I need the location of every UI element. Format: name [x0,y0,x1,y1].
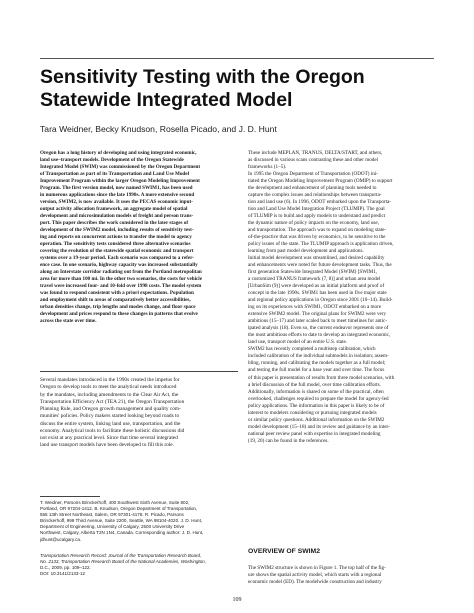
abstract-line: version, SWIM2, is now available. It uses the PECAS economic input- [40,199,193,206]
body-text-line: tiated the Oregon Modeling Improvement Program (OMIP) to support [248,178,393,185]
body-text-line: national peer review panel with expertise in integrated modeling [248,430,381,437]
footnote-rule [40,496,100,497]
body-text-line: of this paper is presentation of results from three model scenarios, with [248,374,395,381]
footnote-line: jdhunt@ucalgary.ca. [40,536,82,542]
right-column-body [248,150,440,445]
body-text-line: by the mandates, including amendments to the Clear Air Act, the [40,391,179,398]
abstract-line: land use–transport models. Development of the Oregon Statewide [40,157,184,164]
body-text-line: model development (15–18) and its review and guidance by an inter- [248,423,390,430]
abstract-line: output activity allocation framework, an aggregate model of spatial [40,206,188,213]
section-heading: OVERVIEW OF SWIM2 [248,548,321,555]
title-line: Sensitivity Testing with the Oregon [40,66,365,88]
abstract-line: ing and reports on concurrent actions to transfer the model to agency [40,234,192,241]
body-text-line: [UrbanSim (9)] were developed as an initial platform and proof of [248,283,385,290]
body-text-line: These include MEPLAN, TRANUS, DELTA/START, and others, [248,150,383,156]
abstract-line: across the state over time. [40,318,97,325]
abstract-line: operation. The sensitivity tests considered three alternative scenarios [40,241,191,248]
body-text-line: and regional policy applications in Oregon since 2001 (10–14). Build- [248,297,393,304]
section-body [248,565,440,586]
citation-line: No. 2133, Transportation Research Board of the National Academies, Washington, [40,559,206,565]
body-text-line: ure shows the spatial activity model, which starts with a regional [248,572,382,579]
abstract-line: port. This paper describes the work considered in the later stages of [40,220,189,227]
body-text-line: (19, 20) can be found in the references. [248,437,329,444]
abstract-line: Integrated Model (SWIM) was commissioned by the Oregon Department [40,164,201,171]
body-text-line: and enhancements were noted for future development tasks. Thus, the [248,262,392,269]
abstract-line: development of the SWIM2 model, including results of sensitivity test- [40,227,194,234]
body-text-line: tion and Land Use Model Integration Project (TLUMIP). The goal [248,206,385,213]
footnote-line: Brinckerhoff, 999 Third Avenue, Suite 2200, Seattle, WA 98104-4020. J. D. Hunt, [40,518,203,524]
abstract-line: covering the evolution of the statewide spatial economic and transport [40,248,194,255]
body-text-line: discuss the entire system, linking land use, transportation, and the [40,420,181,427]
footnote-line: Northwest, Calgary, Alberta T2N 1N4, Canada. Corresponding author: J. D. Hunt, [40,530,204,536]
body-text-line: not exist at any practical level. Since that time several integrated [40,435,178,441]
body-text-line: economic model (ED). The modelwide construction and industry [248,579,382,586]
author-list: Tara Weidner, Becky Knudson, Rosella Picado, and J. D. Hunt [40,124,277,134]
abstract-line: urban densities change, trip lengths and modes change, and floor space [40,304,196,311]
abstract-line: area for more than 100 mi. In the other two scenarios, the costs for vehicle [40,276,202,283]
body-text-line: Several mandates introduced in the 1990s created the impetus for [40,377,180,383]
abstract-line: ence case. In one scenario, highway capacity was increased substantially [40,262,198,269]
page-number: 109 [232,597,242,603]
citation-line: D.C., 2009, pp. 109–122. [40,565,91,571]
body-text-line: ambitious (15–17) and later scaled back to meet timelines for antic- [248,318,388,325]
body-text-line: Initial model development was streamlined, and desired capability [248,255,385,262]
body-text-line: of-the-practice that was driven by economics, to be sensitive to the [248,234,386,241]
body-text-line: Transportation Efficiency Act (TEA 21), the Oregon Transportation [40,398,185,405]
body-text-line: first generation Statewide Integrated Model (SWIM) [SWIM1, [248,269,378,276]
body-text-line: or similar policy questions. Additional information on the SWIM2 [248,416,385,423]
abstract-line: systems over a 19-year period. Each scenario was compared to a refer- [40,255,194,262]
body-text-line: as discussed in various scans contrasting these and other model [248,157,379,164]
body-text-line: a customized TRANUS framework (7, 8)] and urban area model [248,276,381,283]
abstract-line: development and prices respond to these changes in patterns that evolve [40,311,198,318]
body-text-line: ipated analysis (18). Even so, the current endeavor represents one of [248,325,389,332]
body-text-line: policy applications. The information in this paper is likely to be of [248,402,385,409]
body-text-line: frameworks (1–5). [248,164,287,171]
abstract-line: was found to respond consistent with a priori expectations. Population [40,290,194,297]
body-text-line: the dynamic nature of policy impacts on the economy, land use, [248,220,380,227]
abstract-line: Oregon has a long history of developing and using integrated economic, [40,150,197,156]
abstract-line: Program. The first version model, now named SWIM1, has been used [40,185,193,192]
abstract-line: Improvement Program within the larger Oregon Modeling Improvement [40,178,200,185]
body-text-line: Planning Rule, and Oregon growth management and quality com- [40,406,181,412]
abstract-line: in numerous applications since the late 1990s. A more extensive second [40,192,195,199]
footnote-line: T. Weidner, Parsons Brinckerhoff, 400 Southwest Sixth Avenue, Suite 802, [40,500,190,505]
body-text-line: overlooked, challenges required to prepare the model for agency-led [248,395,389,402]
title-line: Statewide Integrated Model [40,89,293,111]
body-text-line: included calibration of the individual submodels in isolation; assem- [248,353,389,360]
body-text-line: extensive SWIM2 model. The original plans for SWIM2 were very [248,311,387,318]
footnote-line: Department of Engineering, University of Calgary, 2500 University Drive [40,524,185,530]
body-text-line: Additionally, information is shared on some of the practical, often [248,388,384,395]
top-rule [40,58,434,59]
body-text-line: ing on its experiences with SWIM1, ODOT embarked on a more [248,304,382,311]
body-text-line: In 1995 the Oregon Department of Transportation (ODOT) ini- [248,171,378,178]
abstract-line: travel were increased four- and 10-fold over 1998 costs. The model system [40,283,202,290]
abstract [40,150,238,325]
body-text-line: economy. Analytical tools to facilitate these holistic discussions did [40,427,185,434]
body-text-line: land use, transport model of an entire U.S. state. [248,339,348,346]
body-text-line: munities' policies. Policy makers started looking beyond roads to [40,413,180,420]
body-text-line: of TLUMIP is to build and apply models to understand and predict [248,213,386,220]
abstract-divider [40,371,238,372]
abstract-line: development and microsimulation models of freight and person trans- [40,213,194,220]
author-affiliations-footnote [40,500,238,543]
body-text-line: The SWIM2 structure is shown in Figure 1. The top half of the fig- [248,565,386,571]
body-text-line: land use transport models have been developed to fill this role. [40,442,175,449]
left-column-body [40,377,238,450]
body-text-line: the development and enhancement of planning tools needed to [248,185,377,192]
body-text-line: concept in the late 1990s. SWIM1 has been used in five major state [248,290,387,297]
abstract-line: and employment shift to areas of comparatively better accessibilities, [40,297,191,304]
body-text-line: SWIM2 has recently completed a multistep calibration, which [248,346,376,353]
abstract-line: of Transportation as part of its Transportation and Land Use Model [40,171,189,178]
body-text-line: Oregon to develop tools to meet the analytical needs introduced [40,384,177,391]
body-text-line: capture the complex issues and relationships between transporta- [248,192,382,199]
citation-line: Transportation Research Record: Journal of the Transportation Research Board, [40,553,202,558]
citation-line: DOI: 10.3141/2133-12 [40,571,85,577]
paper-title [40,66,440,112]
footnote-line: Portland, OR 97204-1412. B. Knudson, Oregon Department of Transportation, [40,506,198,512]
body-text-line: and testing the full model for a base year and over time. The focus [248,367,385,374]
body-text-line: policy issues of the state. The TLUMIP approach is application driven, [248,241,394,248]
body-text-line: interest to modelers considering or pursuing integrated models [248,409,377,416]
body-text-line: tion and land use (6). In 1996, ODOT embarked upon the Transporta- [248,199,392,206]
body-text-line: the most ambitious efforts to date to develop an integrated economic, [248,332,391,339]
abstract-line: along an Interstate corridor radiating out from the Portland metropolitan [40,269,202,276]
body-text-line: and transportation. The approach was to expand on modeling state- [248,227,387,234]
body-text-line: learning from past model development and applications. [248,248,364,255]
citation-block [40,553,238,577]
footnote-line: 555 13th Street Northeast, Salem, OR 97301-4178. R. Picado, Parsons [40,512,184,518]
body-text-line: a brief discussion of the full model, over time calibration efforts. [248,381,381,388]
body-text-line: bling, running, and calibrating the models together as a full model; [248,360,386,367]
